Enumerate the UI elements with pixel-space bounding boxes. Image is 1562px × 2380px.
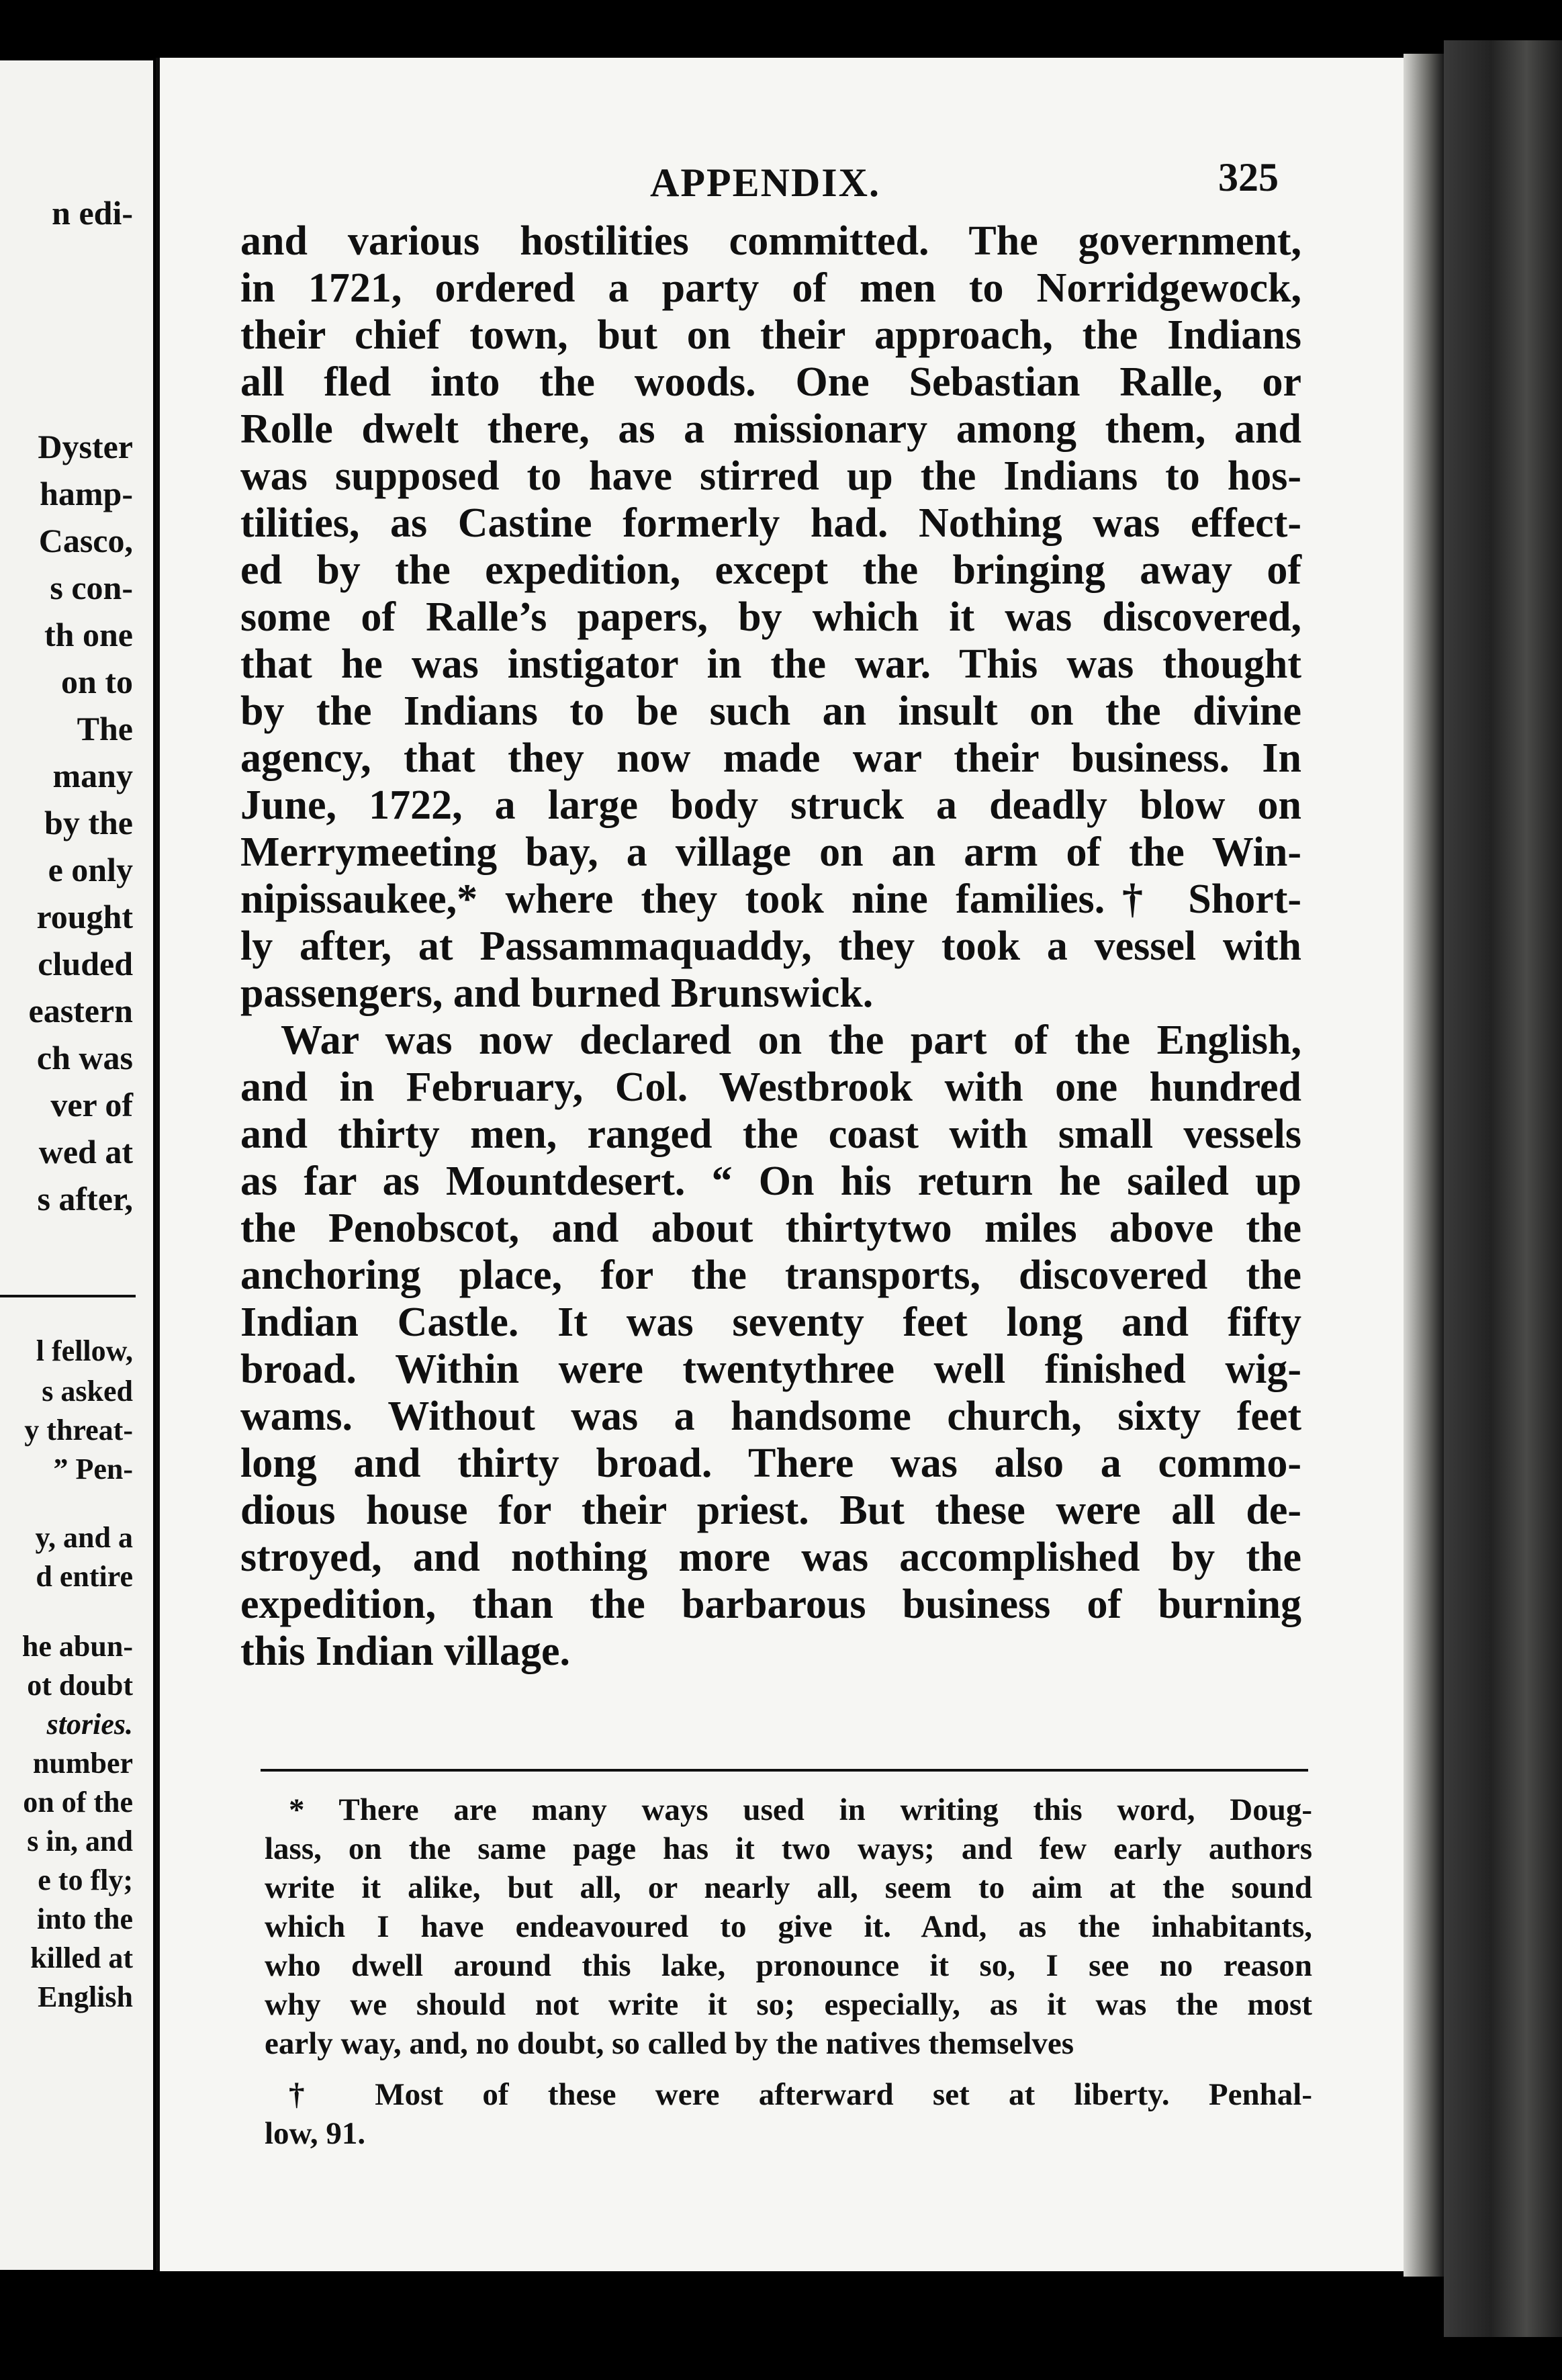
text-line: and thirty men, ranged the coast with small vessels — [240, 1111, 1301, 1157]
facing-page-note-line: on of the — [23, 1786, 133, 1819]
facing-page-line: th one — [44, 616, 133, 653]
text-line: broad. Within were twentythree well finished wig- — [240, 1346, 1301, 1392]
footnote-line: † Most of these were afterward set at liberty. Penhal- — [289, 2077, 1312, 2112]
text-line: as far as Mountdesert. “ On his return he sailed up — [240, 1158, 1301, 1204]
facing-page-note-line: ” Pen- — [53, 1453, 133, 1485]
facing-page-line: hamp- — [40, 475, 133, 512]
text-line: this Indian village. — [240, 1629, 570, 1674]
footnote-rule — [261, 1769, 1308, 1772]
text-line: agency, that they now made war their business. In — [240, 735, 1301, 781]
facing-page-line: e only — [48, 851, 133, 888]
footnote-line: * There are many ways used in writing this word, Doug- — [289, 1792, 1312, 1827]
facing-page-note-line: ot doubt — [27, 1669, 133, 1702]
text-line: all fled into the woods. One Sebastian Ralle, or — [240, 359, 1301, 405]
footnote-line: which I have endeavoured to give it. And, as the inhabitants, — [265, 1909, 1312, 1944]
running-head-title: APPENDIX. — [650, 161, 880, 205]
footnote-line: low, 91. — [265, 2116, 366, 2151]
footnote-line: early way, and, no doubt, so called by the natives themselves — [265, 2026, 1074, 2061]
facing-page-note-line: d entire — [36, 1560, 133, 1593]
facing-page-note-line: s in, and — [27, 1825, 133, 1858]
facing-page-fragment — [0, 60, 153, 2270]
facing-page-line: Dyster — [38, 428, 133, 465]
text-line: and various hostilities committed. The government, — [240, 218, 1301, 264]
text-line: the Penobscot, and about thirtytwo miles above the — [240, 1205, 1301, 1251]
text-line: long and thirty broad. There was also a commo- — [240, 1440, 1301, 1486]
book-edge — [1444, 40, 1562, 2337]
binding-shadow — [1404, 54, 1444, 2277]
facing-page-line: on to — [61, 663, 133, 700]
text-line: that he was instigator in the war. This was thought — [240, 641, 1301, 687]
facing-page-note-line: killed at — [30, 1941, 133, 1974]
book-page — [156, 58, 1428, 2271]
facing-page-line: cluded — [38, 945, 133, 982]
facing-page-note-line: l fellow, — [36, 1334, 133, 1367]
text-line: War was now declared on the part of the English, — [281, 1017, 1301, 1063]
facing-page-note-line: y threat- — [24, 1414, 133, 1447]
facing-page-line: n edi- — [52, 194, 133, 232]
facing-page-line: rought — [36, 898, 133, 935]
text-line: dious house for their priest. But these were all de- — [240, 1488, 1301, 1533]
text-line: ed by the expedition, except the bringing away of — [240, 547, 1301, 593]
facing-page-note-line: English — [38, 1980, 133, 2013]
page-number: 325 — [1218, 155, 1279, 199]
footnote-line: who dwell around this lake, pronounce it so, I see no reason — [265, 1948, 1312, 1983]
facing-page-line: by the — [44, 804, 133, 841]
facing-page-footnote-rule — [0, 1295, 136, 1297]
facing-page-line: wed at — [38, 1133, 133, 1171]
facing-page-note-line: into the — [37, 1903, 133, 1935]
facing-page-note-line: y, and a — [35, 1521, 133, 1554]
facing-page-line: ch was — [36, 1039, 133, 1077]
text-line: stroyed, and nothing more was accomplished by the — [240, 1535, 1301, 1580]
text-line: Indian Castle. It was seventy feet long and fifty — [240, 1299, 1301, 1345]
facing-page-note-line: he abun- — [21, 1630, 133, 1663]
text-line: passengers, and burned Brunswick. — [240, 970, 874, 1016]
facing-page-line: s con- — [50, 569, 133, 606]
facing-page-note-line: s asked — [42, 1375, 133, 1408]
facing-page-note-line: number — [32, 1747, 133, 1780]
text-line: expedition, than the barbarous business of burning — [240, 1582, 1301, 1627]
text-line: anchoring place, for the transports, discovered the — [240, 1252, 1301, 1298]
facing-page-note-line: e to fly; — [38, 1864, 133, 1896]
text-line: nipissaukee,* where they took nine families.† Short- — [240, 876, 1301, 922]
text-line: was supposed to have stirred up the Indians to hos- — [240, 453, 1301, 499]
text-line: Rolle dwelt there, as a missionary among them, and — [240, 406, 1301, 452]
footnote-line: why we should not write it so; especially, as it was the most — [265, 1987, 1312, 2022]
text-line: wams. Without was a handsome church, sixty feet — [240, 1393, 1301, 1439]
text-line: their chief town, but on their approach, the Indians — [240, 312, 1301, 358]
facing-page-line: eastern — [28, 992, 133, 1029]
running-head — [160, 155, 1428, 207]
text-line: and in February, Col. Westbrook with one hundred — [240, 1064, 1301, 1110]
text-line: Merrymeeting bay, a village on an arm of the Win- — [240, 829, 1301, 875]
text-line: in 1721, ordered a party of men to Norridgewock, — [240, 265, 1301, 311]
facing-page-line: Casco, — [38, 522, 133, 559]
text-line: some of Ralle’s papers, by which it was discovered, — [240, 594, 1301, 640]
text-line: ly after, at Passammaquaddy, they took a vessel with — [240, 923, 1301, 969]
footnote-line: write it alike, but all, or nearly all, seem to aim at the sound — [265, 1870, 1312, 1905]
footnotes — [265, 1790, 1312, 2153]
facing-page-note-line: stories. — [46, 1708, 133, 1741]
facing-page-line: ver of — [50, 1086, 133, 1124]
facing-page-line: s after, — [37, 1180, 133, 1218]
text-line: by the Indians to be such an insult on the divine — [240, 688, 1301, 734]
text-line: June, 1722, a large body struck a deadly blow on — [240, 782, 1301, 828]
facing-page-line: The — [77, 710, 133, 747]
footnote-line: lass, on the same page has it two ways; and few early authors — [265, 1831, 1312, 1866]
facing-page-line: many — [52, 757, 133, 794]
body-text — [240, 218, 1301, 1675]
text-line: tilities, as Castine formerly had. Nothing was effect- — [240, 500, 1301, 546]
